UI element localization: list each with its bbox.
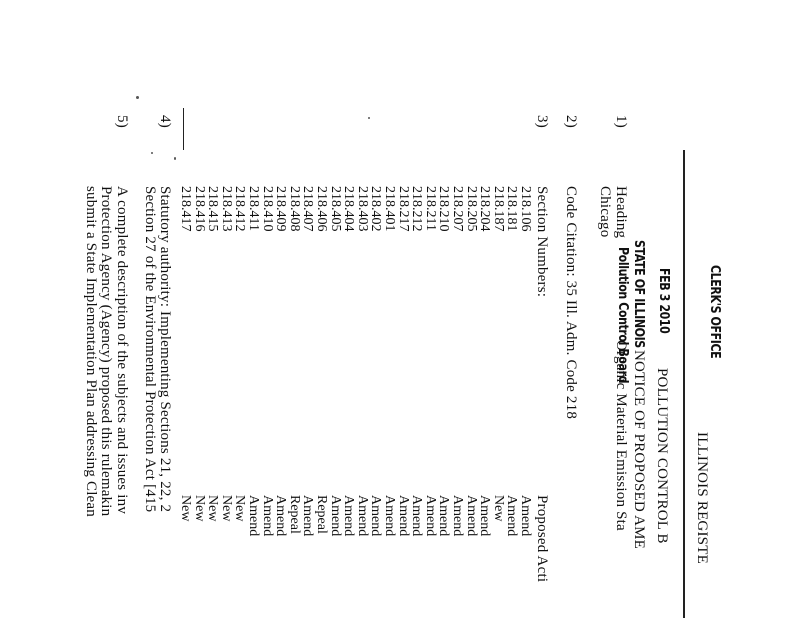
section-action: Amend [382,495,397,537]
item-5-number: 5) [114,115,130,128]
section-action: Amend [450,495,465,537]
item-5-line3: submit a State Implementation Plan addressing Clean [83,186,99,517]
section-number: 218.403 [354,186,370,232]
scan-speck [136,96,139,99]
stamp-state: STATE OF ILLINOIS [631,240,646,348]
header-rule [683,150,685,618]
item-4-number: 4) [157,115,173,128]
section-action: Amend [246,495,261,537]
section-number: 218.413 [218,186,234,232]
item-4-line2: Section 27 of the Environmental Protection Act [415 [142,186,158,513]
section-number: 218.409 [273,186,289,232]
section-number: 218.187 [490,186,506,232]
section-number: 218.106 [518,186,533,232]
section-number: 218.212 [409,186,425,232]
actions-header: Proposed Acti [534,495,550,583]
section-number: 218.210 [436,186,452,232]
section-action: Amend [518,495,533,537]
section-number: 218.211 [422,186,438,231]
item-1-continuation: Chicago [597,186,613,238]
section-action: Amend [327,495,343,537]
scan-speck [151,152,153,154]
top-rule [183,108,184,150]
register-title: ILLINOIS REGISTE [694,432,710,564]
item-3-number: 3) [534,115,550,128]
stamp-office: CLERK'S OFFICE [707,265,722,359]
item-5-line2: Protection Agency (Agency) proposed this rulemakin [98,186,114,517]
section-number: 218.405 [327,186,343,232]
section-action: Amend [436,495,452,537]
scan-speck [174,157,176,160]
section-number: 218.205 [463,186,479,232]
section-number: 218.416 [191,186,207,232]
item-2-number: 2) [563,115,579,128]
section-action: Amend [300,495,316,537]
sections-header: Section Numbers: [534,186,550,298]
section-action: Amend [273,495,289,537]
section-action: Amend [477,495,493,537]
item-1-text: Organic Material Emission Sta [613,340,629,531]
section-number: 218.217 [395,186,411,232]
section-number: 218.404 [341,186,357,232]
section-number: 218.417 [178,186,193,232]
stamp-date: FEB 3 2010 [656,268,671,334]
section-number: 218.408 [286,186,302,232]
section-action: Amend [341,495,357,537]
section-action: Repeal [314,495,329,534]
section-number: 218.401 [382,186,397,232]
section-number: 218.402 [368,186,384,232]
section-action: Amend [395,495,411,537]
scan-speck [368,117,370,119]
section-action: Amend [368,495,384,537]
section-number: 218.410 [259,186,275,232]
section-action: New [205,495,221,522]
section-action: Amend [463,495,479,537]
item-1-label: Heading [613,186,629,239]
section-number: 218.204 [477,186,493,232]
section-action: Repeal [286,495,302,534]
item-2-text: Code Citation: 35 Ill. Adm. Code 218 [563,186,579,420]
section-number: 218.407 [300,186,316,232]
notice-line: NOTICE OF PROPOSED AME [631,350,647,550]
section-number: 218.406 [314,186,329,232]
section-action: New [490,495,506,522]
item-1-number: 1) [613,115,629,128]
section-number: 218.207 [450,186,465,232]
section-action: Amend [409,495,425,537]
item-4-line1: Statutory authority: Implementing Sections 21, 22, 2 [157,186,173,513]
section-action: New [191,495,207,522]
section-action: New [178,495,193,522]
section-action: Amend [259,495,275,537]
section-number: 218.181 [504,186,520,232]
section-number: 218.415 [205,186,221,232]
section-number: 218.411 [246,186,261,231]
item-5-line1: A complete description of the subjects and issues inv [114,186,130,515]
section-number: 218.412 [232,186,248,232]
section-action: New [232,495,248,522]
section-action: New [218,495,234,522]
board-line: POLLUTION CONTROL B [654,368,670,544]
section-action: Amend [422,495,438,537]
section-action: Amend [504,495,520,537]
section-action: Amend [354,495,370,537]
stamp-board: Pollution Control Board [615,247,630,384]
